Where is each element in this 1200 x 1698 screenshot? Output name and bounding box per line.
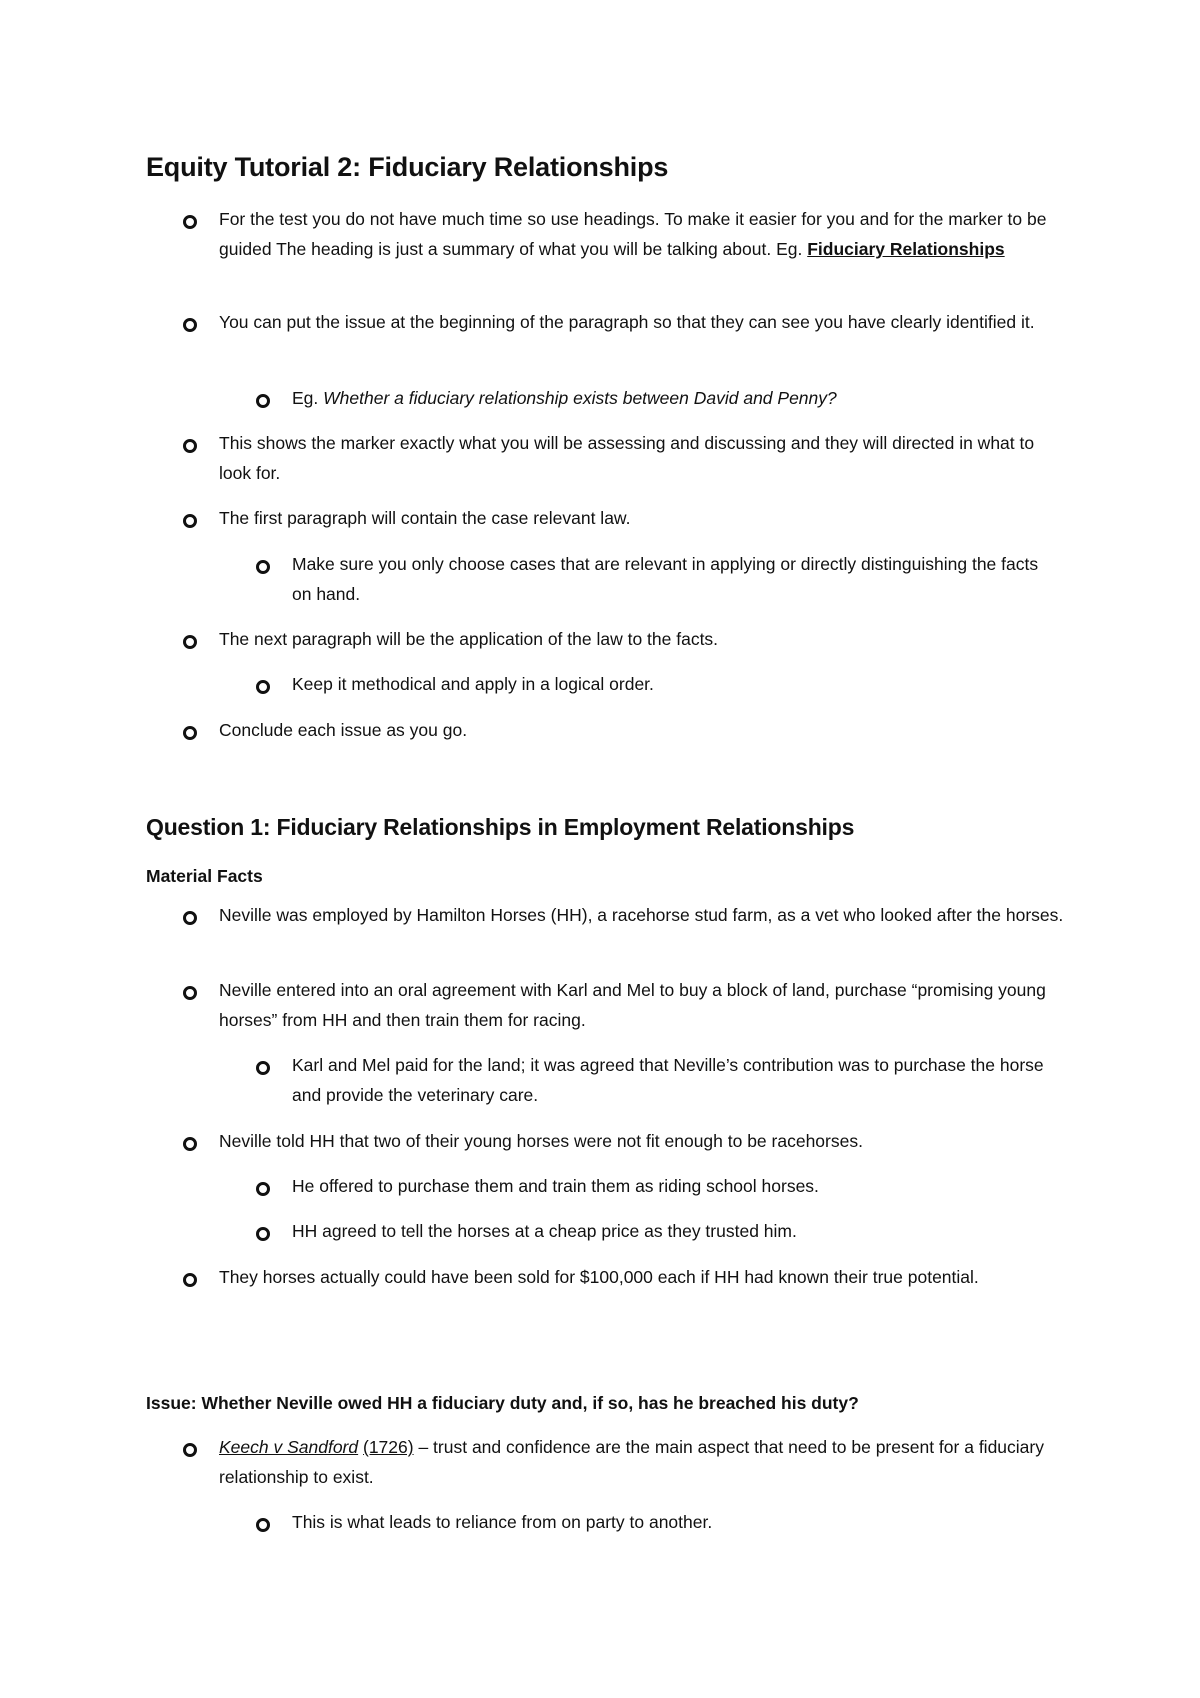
circle-bullet-icon	[256, 1061, 270, 1075]
list-item: Neville was employed by Hamilton Horses (HH), a racehorse stud farm, as a vet who looked after the horses.	[219, 905, 1064, 925]
sub-list-item	[292, 383, 1052, 413]
circle-bullet-icon	[256, 680, 270, 694]
circle-bullet-icon	[183, 635, 197, 649]
example-prefix: Eg.	[292, 388, 324, 408]
circle-bullet-icon	[183, 215, 197, 229]
sub-list-item: This is what leads to reliance from on party to another.	[292, 1512, 713, 1532]
section-heading: Question 1: Fiduciary Relationships in Employment Relationships	[146, 814, 855, 840]
circle-bullet-icon	[256, 1518, 270, 1532]
case-name: Keech v Sandford	[219, 1437, 359, 1457]
circle-bullet-icon	[256, 560, 270, 574]
sub-list-item: Karl and Mel paid for the land; it was agreed that Neville’s contribution was to purchase the horse and provide the veterinary care.	[292, 1055, 1044, 1105]
sub-list-item: HH agreed to tell the horses at a cheap price as they trusted him.	[292, 1221, 797, 1241]
circle-bullet-icon	[256, 394, 270, 408]
page-title: Equity Tutorial 2: Fiduciary Relationships	[146, 152, 669, 182]
case-text: – trust and confidence are the main aspect that need to be present for a fiduciary relationship to exist.	[219, 1437, 1044, 1487]
list-item: Neville told HH that two of their young horses were not fit enough to be racehorses.	[219, 1131, 863, 1151]
circle-bullet-icon	[183, 514, 197, 528]
circle-bullet-icon	[256, 1227, 270, 1241]
list-item-text: For the test you do not have much time so use headings. To make it easier for you and for the marker to be guided The heading is just a summary of what you will be talking about. Eg.	[219, 209, 1047, 259]
example-heading: Fiduciary Relationships	[807, 239, 1005, 259]
sub-list-item: Make sure you only choose cases that are relevant in applying or directly distinguishing the facts on hand.	[292, 554, 1039, 604]
issue-heading: Issue: Whether Neville owed HH a fiduciary duty and, if so, has he breached his duty?	[146, 1393, 859, 1413]
example-issue: Whether a fiduciary relationship exists between David and Penny?	[323, 388, 837, 408]
list-item: This shows the marker exactly what you will be assessing and discussing and they will directed in what to look for.	[219, 433, 1035, 483]
circle-bullet-icon	[183, 1443, 197, 1457]
sub-list-item: He offered to purchase them and train them as riding school horses.	[292, 1176, 819, 1196]
list-item: Conclude each issue as you go.	[219, 720, 468, 740]
list-item: The next paragraph will be the application of the law to the facts.	[219, 629, 719, 649]
case-year: (1726)	[363, 1437, 414, 1457]
sub-list-item: Keep it methodical and apply in a logical order.	[292, 674, 654, 694]
circle-bullet-icon	[183, 1137, 197, 1151]
circle-bullet-icon	[183, 1273, 197, 1287]
circle-bullet-icon	[183, 318, 197, 332]
subsection-heading: Material Facts	[146, 866, 263, 886]
list-item: You can put the issue at the beginning of the paragraph so that they can see you have clearly identified it.	[219, 312, 1035, 332]
list-item: The first paragraph will contain the case relevant law.	[219, 508, 631, 528]
list-item	[219, 1432, 1069, 1492]
circle-bullet-icon	[183, 439, 197, 453]
list-item: They horses actually could have been sold for $100,000 each if HH had known their true potential.	[219, 1267, 979, 1287]
circle-bullet-icon	[183, 726, 197, 740]
circle-bullet-icon	[183, 911, 197, 925]
list-item	[219, 204, 1069, 264]
list-item: Neville entered into an oral agreement with Karl and Mel to buy a block of land, purchase “promising young horses” from HH and then train them for racing.	[219, 980, 1046, 1030]
circle-bullet-icon	[183, 986, 197, 1000]
circle-bullet-icon	[256, 1182, 270, 1196]
